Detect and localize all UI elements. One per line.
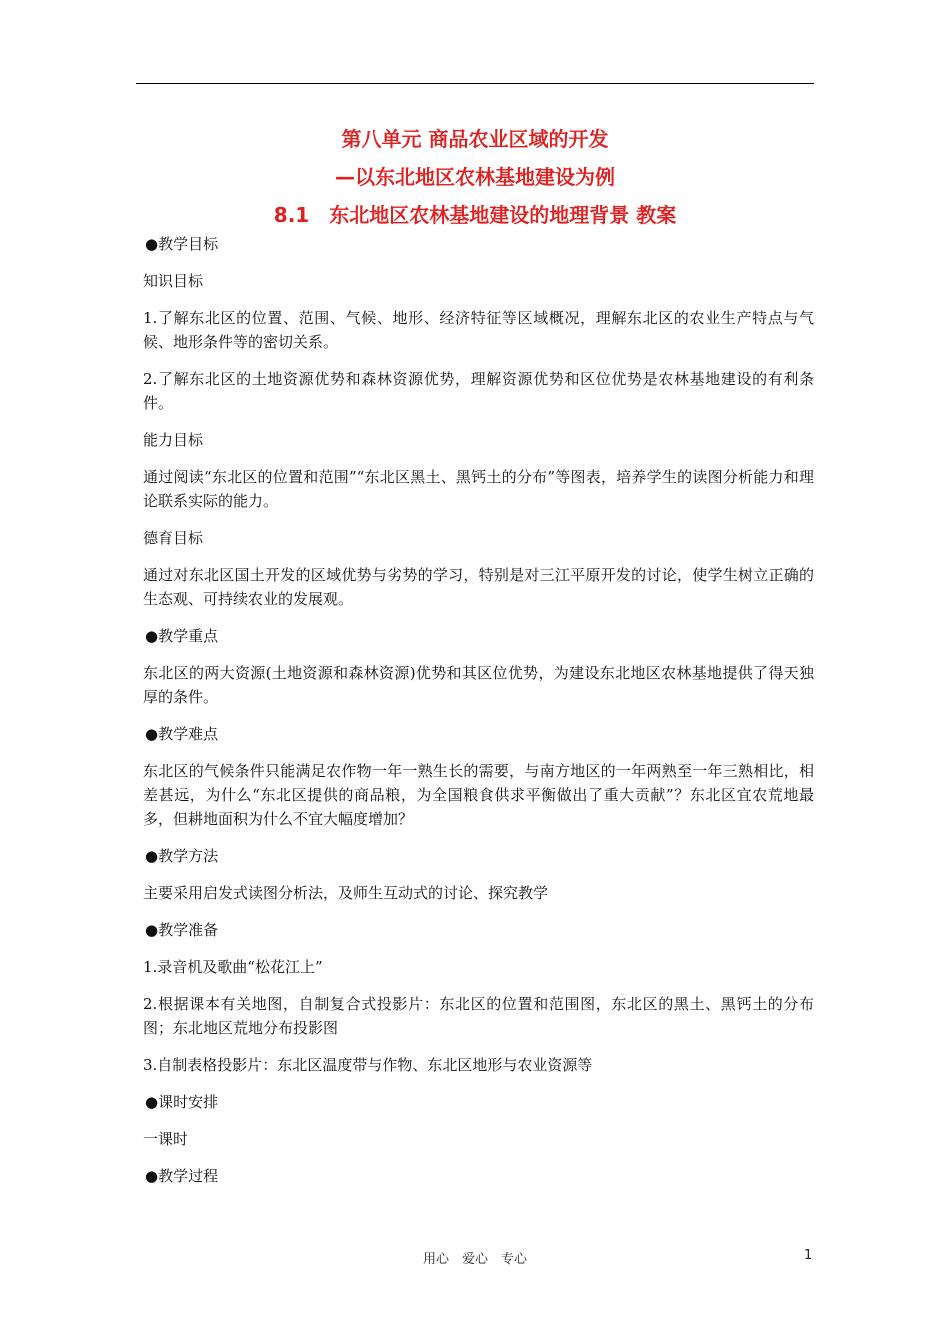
- unit-subtitle: —以东北地区农林基地建设为例: [335, 165, 615, 189]
- paragraph-moral: 通过对东北区国土开发的区域优势与劣势的学习，特别是对三江平原开发的讨论，使学生树立正确的生态观、可持续农业的发展观。: [143, 566, 814, 608]
- section-heading-preparation: ●教学准备: [145, 921, 219, 939]
- paragraph-preparation-1: 1.录音机及歌曲“松花江上”: [143, 958, 323, 976]
- section-heading-process: ●教学过程: [145, 1167, 219, 1185]
- lesson-title: 8.1 东北地区农林基地建设的地理背景 教案: [273, 203, 677, 227]
- section-heading-schedule: ●课时安排: [145, 1093, 219, 1111]
- paragraph-methods: 主要采用启发式读图分析法，及师生互动式的讨论、探究教学: [143, 884, 549, 902]
- subheading-moral: 德育目标: [143, 529, 204, 547]
- subheading-ability: 能力目标: [143, 431, 204, 449]
- footer-motto: 用心 爱心 专心: [422, 1252, 527, 1267]
- section-heading-key-points: ●教学重点: [145, 627, 219, 645]
- page-number: 1: [804, 1248, 813, 1263]
- paragraph-preparation-2: 2.根据课本有关地图，自制复合式投影片：东北区的位置和范围图，东北区的黑土、黑钙土的分布图；东北地区荒地分布投影图: [143, 995, 814, 1037]
- paragraph-knowledge-2: 2.了解东北区的土地资源优势和森林资源优势，理解资源优势和区位优势是农林基地建设的有利条件。: [143, 370, 814, 412]
- paragraph-key-points: 东北区的两大资源(土地资源和森林资源)优势和其区位优势，为建设东北地区农林基地提供了得天独厚的条件。: [143, 664, 814, 706]
- paragraph-knowledge-1: 1.了解东北区的位置、范围、气候、地形、经济特征等区域概况，理解东北区的农业生产特点与气候、地形条件等的密切关系。: [143, 309, 814, 351]
- paragraph-ability: 通过阅读“东北区的位置和范围”“东北区黑土、黑钙土的分布”等图表，培养学生的读图分析能力和理论联系实际的能力。: [143, 468, 814, 510]
- paragraph-preparation-3: 3.自制表格投影片：东北区温度带与作物、东北区地形与农业资源等: [143, 1056, 593, 1074]
- lesson-body: [136, 232, 814, 1201]
- paragraph-difficulties: 东北区的气候条件只能满足农作物一年一熟生长的需要，与南方地区的一年两熟至一年三熟相比，相差甚远，为什么“东北区提供的商品粮，为全国粮食供求平衡做出了重大贡献”？东北区宜农荒地最多，但耕地面积为什么不宜大幅度增加？: [143, 762, 814, 828]
- section-heading-objectives: ●教学目标: [145, 235, 219, 253]
- paragraph-schedule: 一课时: [143, 1130, 189, 1148]
- title-block: [136, 120, 814, 234]
- section-heading-methods: ●教学方法: [145, 847, 219, 865]
- header-rule: [136, 83, 814, 84]
- section-heading-difficulties: ●教学难点: [145, 725, 219, 743]
- unit-title: 第八单元 商品农业区域的开发: [341, 127, 609, 151]
- subheading-knowledge: 知识目标: [143, 272, 204, 290]
